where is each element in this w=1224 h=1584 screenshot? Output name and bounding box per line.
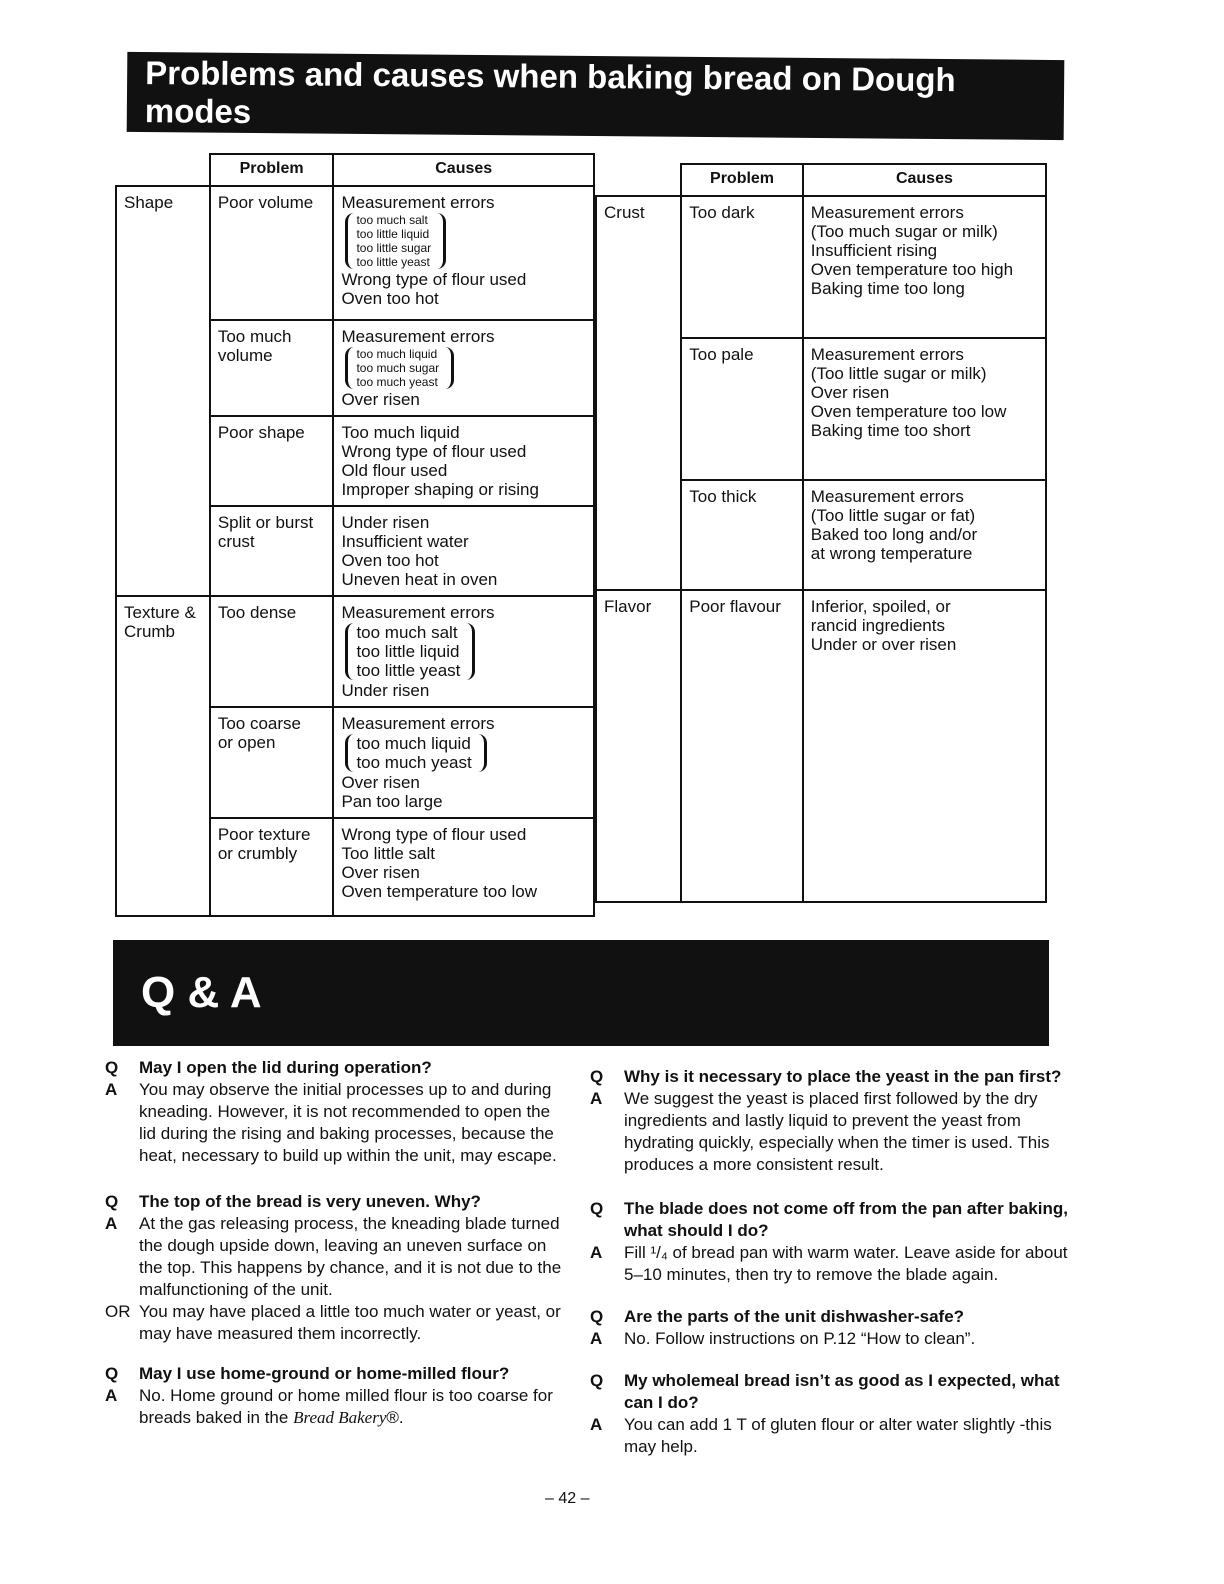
answer-text: You can add 1 T of gluten flour or alter water slightly -this may help. (624, 1415, 1052, 1456)
category-shape: Shape (116, 186, 210, 596)
qa-item: Q Are the parts of the unit dishwasher-safe? A No. Follow instructions on P.12 “How to clean”. (590, 1307, 976, 1348)
question-text: May I open the lid during operation? (139, 1058, 432, 1077)
qa-right-column (590, 1066, 1070, 1472)
qa-item: Q The top of the bread is very uneven. Why? A At the gas releasing process, the kneading blade turned the dough upside down, leaving an uneven surface on the top. This happens by chance, and it is not due to the malfunctioning of the unit. OR You may have placed a little too much water or yeast, or may have measured them incorrectly. (105, 1191, 565, 1345)
qa-item: Q The blade does not come off from the pan after baking, what should I do? A Fill ¹/₄ of bread pan with warm water. Leave aside for about 5–10 minutes, then try to remove the blade again. (590, 1198, 1070, 1286)
problem-too-pale: Too pale (681, 338, 803, 480)
category-flavor: Flavor (596, 590, 681, 902)
answer-text: No. Follow instructions on P.12 “How to clean”. (624, 1329, 976, 1348)
answer-text: Fill ¹/₄ of bread pan with warm water. Leave aside for about 5–10 minutes, then try to remove the blade again. (624, 1243, 1068, 1284)
right-problem-table (595, 163, 1047, 903)
problem-poor-texture: Poor texture or crumbly (210, 818, 334, 916)
answer-text: We suggest the yeast is placed first followed by the dry ingredients and lastly liquid to prevent the yeast from hydrating quickly, especially when the timer is used. This produces a more consistent result. (624, 1089, 1050, 1174)
problem-poor-volume: Poor volume (210, 186, 334, 320)
answer-text: You may have placed a little too much water or yeast, or may have measured them incorrectly. (139, 1302, 561, 1343)
causes-too-pale: Measurement errors (Too little sugar or milk) Over risen Oven temperature too low Baking time too short (803, 338, 1046, 480)
causes-poor-texture: Wrong type of flour used Too little salt Over risen Oven temperature too low (333, 818, 594, 916)
problem-split-crust: Split or burst crust (210, 506, 334, 596)
qa-left-column (105, 1057, 565, 1443)
category-crust: Crust (596, 196, 681, 590)
page-number: – 42 – (545, 1490, 590, 1507)
qa-item: Q Why is it necessary to place the yeast in the pan first? A We suggest the yeast is placed first followed by the dry ingredients and lastly liquid to prevent the yeast from hydrating quickly, especially when the timer is used. This produces a more consistent result. (590, 1066, 1070, 1176)
bracket-list: too much salt too little liquid too little sugar too little yeast (345, 213, 446, 269)
qa-item: Q My wholemeal bread isn’t as good as I expected, what can I do? A You can add 1 T of gluten flour or alter water slightly -this may help. (590, 1370, 1070, 1458)
page-title-banner (127, 52, 1065, 140)
problem-too-thick: Too thick (681, 480, 803, 590)
causes-too-coarse: Measurement errors too much liquid too much yeast Over risen Pan too large (333, 707, 594, 818)
causes-too-dark: Measurement errors (Too much sugar or milk) Insufficient rising Oven temperature too high Baking time too long (803, 196, 1046, 338)
question-text: Are the parts of the unit dishwasher-safe? (624, 1307, 965, 1326)
problem-too-dense: Too dense (210, 596, 334, 707)
right-problem-header: Problem (681, 164, 803, 196)
problem-too-dark: Too dark (681, 196, 803, 338)
question-text: May I use home-ground or home-milled flour? (139, 1364, 510, 1383)
causes-too-thick: Measurement errors (Too little sugar or fat) Baked too long and/or at wrong temperature (803, 480, 1046, 590)
left-causes-header: Causes (333, 154, 594, 186)
question-text: Why is it necessary to place the yeast in the pan first? (624, 1067, 1062, 1086)
bracket-list: too much liquid too much yeast (345, 734, 486, 772)
answer-text: At the gas releasing process, the kneading blade turned the dough upside down, leaving an uneven surface on the top. This happens by chance, and it is not due to the malfunctioning of the unit. (139, 1214, 562, 1299)
question-text: The blade does not come off from the pan after baking, what should I do? (624, 1199, 1068, 1240)
qa-item: Q May I use home-ground or home-milled flour? A No. Home ground or home milled flour is too coarse for breads baked in the Bread Bakery®. (105, 1363, 565, 1429)
page-title: Problems and causes when baking bread on Dough modes (144, 54, 956, 130)
causes-too-dense: Measurement errors too much salt too little liquid too little yeast Under risen (333, 596, 594, 707)
answer-text: No. Home ground or home milled flour is too coarse for breads baked in the Bread Bakery®. (139, 1386, 553, 1427)
causes-poor-volume: Measurement errors too much salt too little liquid too little sugar too little yeast Wrong type of flour used Oven too hot (333, 186, 594, 320)
bracket-list: too much salt too little liquid too little yeast (345, 623, 475, 680)
causes-poor-flavour: Inferior, spoiled, or rancid ingredients Under or over risen (803, 590, 1046, 902)
bracket-list: too much liquid too much sugar too much yeast (345, 347, 454, 389)
problem-poor-flavour: Poor flavour (681, 590, 803, 902)
causes-poor-shape: Too much liquid Wrong type of flour used Old flour used Improper shaping or rising (333, 416, 594, 506)
qa-title: Q & A (141, 968, 262, 1017)
qa-item: Q May I open the lid during operation? A You may observe the initial processes up to and during kneading. However, it is not recommended to open the lid during the rising and baking processes, because the heat, necessary to build up within the unit, may escape. (105, 1057, 565, 1167)
left-problem-table (115, 153, 595, 917)
problem-too-much-volume: Too much volume (210, 320, 334, 416)
problem-poor-shape: Poor shape (210, 416, 334, 506)
right-causes-header: Causes (803, 164, 1046, 196)
category-texture-crumb: Texture & Crumb (116, 596, 210, 916)
causes-too-much-volume: Measurement errors too much liquid too much sugar too much yeast Over risen (333, 320, 594, 416)
causes-split-crust: Under risen Insufficient water Oven too hot Uneven heat in oven (333, 506, 594, 596)
question-text: My wholemeal bread isn’t as good as I expected, what can I do? (624, 1371, 1060, 1412)
brand-name: Bread Bakery (293, 1408, 387, 1427)
qa-banner (113, 940, 1049, 1046)
answer-text: You may observe the initial processes up to and during kneading. However, it is not recommended to open the lid during the rising and baking processes, because the heat, necessary to build up within the unit, may escape. (139, 1080, 557, 1165)
problem-too-coarse: Too coarse or open (210, 707, 334, 818)
question-text: The top of the bread is very uneven. Why? (139, 1192, 481, 1211)
left-problem-header: Problem (210, 154, 334, 186)
